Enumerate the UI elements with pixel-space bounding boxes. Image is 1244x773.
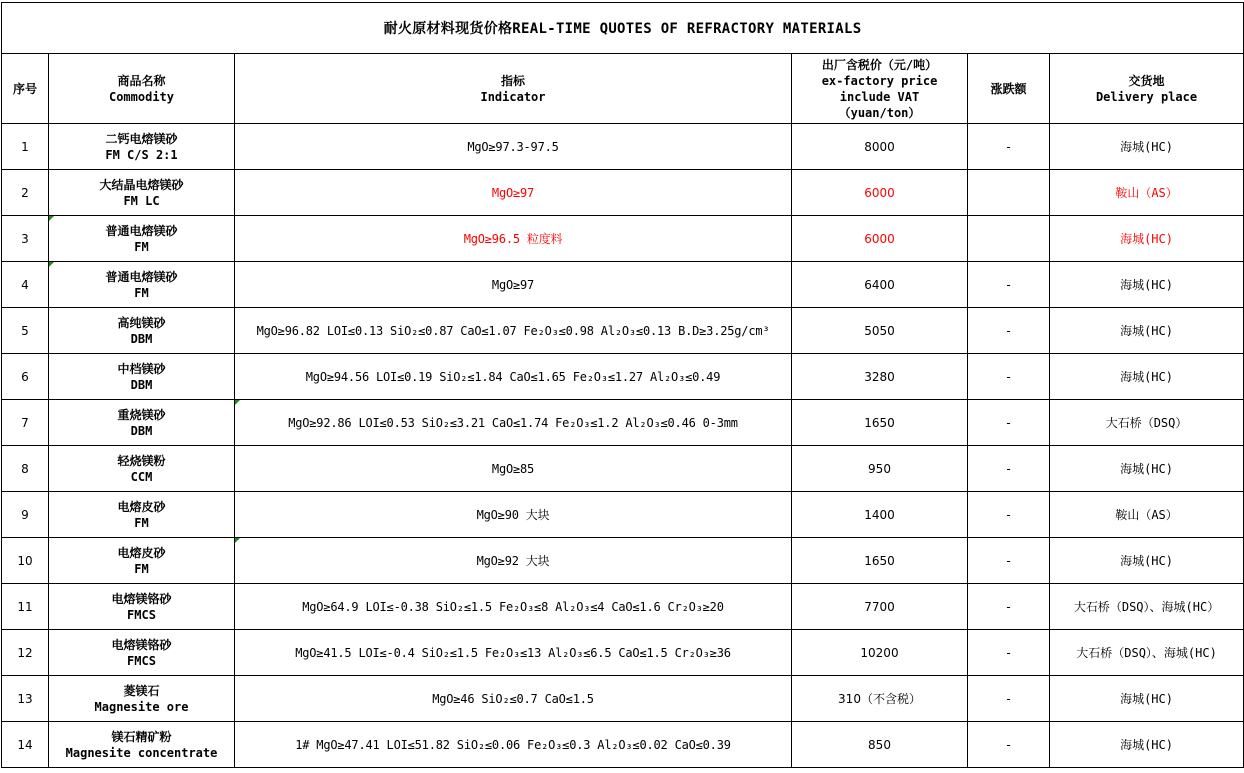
indicator-cell: MgO≥97 [235,170,792,216]
row-number: 12 [2,630,49,676]
price-cell: 1650 [792,400,968,446]
table-row [2,308,1244,354]
commodity-cell [49,722,235,768]
table-row [2,216,1244,262]
commodity-name-cn: 普通电熔镁砂 [105,223,178,238]
table-title: 耐火原材料现货价格REAL-TIME QUOTES OF REFRACTORY MATERIALS [2,3,1244,54]
price-cell: 6000 [792,170,968,216]
delivery-cell: 大石桥（DSQ）、海城(HC) [1050,630,1244,676]
header-price-en2: include VAT [839,89,920,104]
commodity-name-en: CCM [130,469,153,484]
commodity-name-cn: 菱镁石 [123,683,160,698]
change-cell: - [968,446,1050,492]
delivery-cell: 海城(HC) [1050,124,1244,170]
commodity-name-en: Magnesite concentrate [65,745,218,760]
row-number: 8 [2,446,49,492]
commodity-name-cn: 普通电熔镁砂 [105,269,178,284]
commodity-cell [49,492,235,538]
header-delivery [1050,54,1244,124]
commodity-cell [49,400,235,446]
commodity-cell [49,446,235,492]
row-number: 9 [2,492,49,538]
commodity-name-cn: 中档镁砂 [117,361,166,376]
delivery-cell: 海城(HC) [1050,446,1244,492]
table-row [2,538,1244,584]
change-cell: - [968,354,1050,400]
indicator-cell: 1# MgO≥47.41 LOI≤51.82 SiO₂≤0.06 Fe₂O₃≤0.3 Al₂O₃≤0.02 CaO≤0.39 [235,722,792,768]
indicator-cell: MgO≥96.5 粒度料 [235,216,792,262]
header-price-en3: （yuan/ton） [838,105,921,120]
price-cell: 950 [792,446,968,492]
header-delivery-en: Delivery place [1095,89,1198,104]
commodity-name-cn: 电熔镁铬砂 [111,591,172,606]
change-cell [968,170,1050,216]
indicator-cell: MgO≥92.86 LOI≤0.53 SiO₂≤3.21 CaO≤1.74 Fe₂O₃≤1.2 Al₂O₃≤0.46 0-3mm [235,400,792,446]
change-cell: - [968,492,1050,538]
row-number: 13 [2,676,49,722]
price-cell: 7700 [792,584,968,630]
commodity-name-en: FMCS [127,607,156,622]
commodity-cell [49,170,235,216]
change-cell: - [968,722,1050,768]
row-number: 11 [2,584,49,630]
price-cell: 8000 [792,124,968,170]
commodity-name-cn: 电熔皮砂 [117,499,166,514]
delivery-cell: 鞍山（AS） [1050,492,1244,538]
header-delivery-cn: 交货地 [1128,73,1165,88]
commodity-cell [49,354,235,400]
change-cell: - [968,630,1050,676]
price-table [1,2,1244,768]
commodity-name-en: FM [134,515,149,530]
cell-comment-marker [49,216,54,221]
header-commodity-en: Commodity [108,89,175,104]
commodity-cell [49,262,235,308]
change-cell: - [968,676,1050,722]
price-cell: 850 [792,722,968,768]
header-change: 涨跌额 [968,54,1050,124]
change-cell: - [968,538,1050,584]
price-cell: 6400 [792,262,968,308]
delivery-cell: 海城(HC) [1050,216,1244,262]
indicator-cell: MgO≥41.5 LOI≤-0.4 SiO₂≤1.5 Fe₂O₃≤13 Al₂O₃≤6.5 CaO≤1.5 Cr₂O₃≥36 [235,630,792,676]
header-indicator-en: Indicator [480,89,546,104]
cell-comment-marker [235,400,240,405]
header-no: 序号 [2,54,49,124]
table-row [2,722,1244,768]
commodity-name-en: DBM [130,331,153,346]
commodity-cell [49,584,235,630]
commodity-name-en: DBM [130,377,153,392]
row-number: 7 [2,400,49,446]
commodity-cell [49,538,235,584]
indicator-cell: MgO≥97.3-97.5 [235,124,792,170]
row-number: 4 [2,262,49,308]
price-cell: 6000 [792,216,968,262]
table-row [2,354,1244,400]
header-price-en1: ex-factory price [821,73,938,88]
indicator-cell: MgO≥85 [235,446,792,492]
table-row [2,446,1244,492]
price-cell: 10200 [792,630,968,676]
change-cell: - [968,124,1050,170]
price-cell: 1650 [792,538,968,584]
table-row [2,584,1244,630]
row-number: 1 [2,124,49,170]
header-indicator [235,54,792,124]
price-cell: 3280 [792,354,968,400]
price-cell: 5050 [792,308,968,354]
table-row [2,170,1244,216]
row-number: 2 [2,170,49,216]
change-cell: - [968,584,1050,630]
table-row [2,124,1244,170]
indicator-cell: MgO≥90 大块 [235,492,792,538]
row-number: 6 [2,354,49,400]
commodity-name-cn: 电熔皮砂 [117,545,166,560]
table-row [2,676,1244,722]
commodity-cell [49,676,235,722]
delivery-cell: 大石桥（DSQ）、海城(HC） [1050,584,1244,630]
indicator-cell: MgO≥97 [235,262,792,308]
commodity-name-cn: 轻烧镁粉 [117,453,166,468]
header-row [2,54,1244,124]
header-price [792,54,968,124]
indicator-cell: MgO≥64.9 LOI≤-0.38 SiO₂≤1.5 Fe₂O₃≤8 Al₂O₃≤4 CaO≤1.6 Cr₂O₃≥20 [235,584,792,630]
change-cell [968,216,1050,262]
cell-comment-marker [49,262,54,267]
change-cell: - [968,308,1050,354]
row-number: 10 [2,538,49,584]
commodity-cell [49,124,235,170]
delivery-cell: 海城(HC) [1050,538,1244,584]
commodity-name-cn: 重烧镁砂 [117,407,166,422]
commodity-name-en: FM [134,285,149,300]
header-commodity-cn: 商品名称 [117,73,166,88]
commodity-name-cn: 二钙电熔镁砂 [105,131,178,146]
row-number: 14 [2,722,49,768]
table-row [2,630,1244,676]
price-cell: 310（不含税） [792,676,968,722]
header-indicator-cn: 指标 [500,73,525,88]
row-number: 3 [2,216,49,262]
delivery-cell: 鞍山（AS） [1050,170,1244,216]
indicator-cell: MgO≥92 大块 [235,538,792,584]
commodity-cell [49,216,235,262]
commodity-name-en: FM LC [123,193,160,208]
delivery-cell: 海城(HC) [1050,722,1244,768]
indicator-cell: MgO≥94.56 LOI≤0.19 SiO₂≤1.84 CaO≤1.65 Fe₂O₃≤1.27 Al₂O₃≤0.49 [235,354,792,400]
commodity-name-cn: 高纯镁砂 [117,315,166,330]
cell-comment-marker [235,538,240,543]
indicator-cell: MgO≥96.82 LOI≤0.13 SiO₂≤0.87 CaO≤1.07 Fe₂O₃≤0.98 Al₂O₃≤0.13 B.D≥3.25g/cm³ [235,308,792,354]
delivery-cell: 海城(HC) [1050,676,1244,722]
delivery-cell: 大石桥（DSQ） [1050,400,1244,446]
delivery-cell: 海城(HC) [1050,354,1244,400]
commodity-cell [49,630,235,676]
delivery-cell: 海城(HC) [1050,262,1244,308]
header-price-cn: 出厂含税价（元/吨） [821,57,938,72]
commodity-name-en: FM C/S 2:1 [105,147,178,162]
change-cell: - [968,400,1050,446]
indicator-cell: MgO≥46 SiO₂≤0.7 CaO≤1.5 [235,676,792,722]
change-cell: - [968,262,1050,308]
commodity-name-cn: 电熔镁铬砂 [111,637,172,652]
commodity-name-en: FM [134,561,149,576]
commodity-name-en: FM [134,239,149,254]
commodity-name-cn: 镁石精矿粉 [111,729,172,744]
commodity-name-en: Magnesite ore [94,699,189,714]
header-commodity [49,54,235,124]
commodity-name-en: DBM [130,423,153,438]
commodity-name-en: FMCS [127,653,156,668]
table-row [2,262,1244,308]
delivery-cell: 海城(HC) [1050,308,1244,354]
table-row [2,492,1244,538]
commodity-cell [49,308,235,354]
table-row [2,400,1244,446]
row-number: 5 [2,308,49,354]
commodity-name-cn: 大结晶电熔镁砂 [99,177,184,192]
price-cell: 1400 [792,492,968,538]
